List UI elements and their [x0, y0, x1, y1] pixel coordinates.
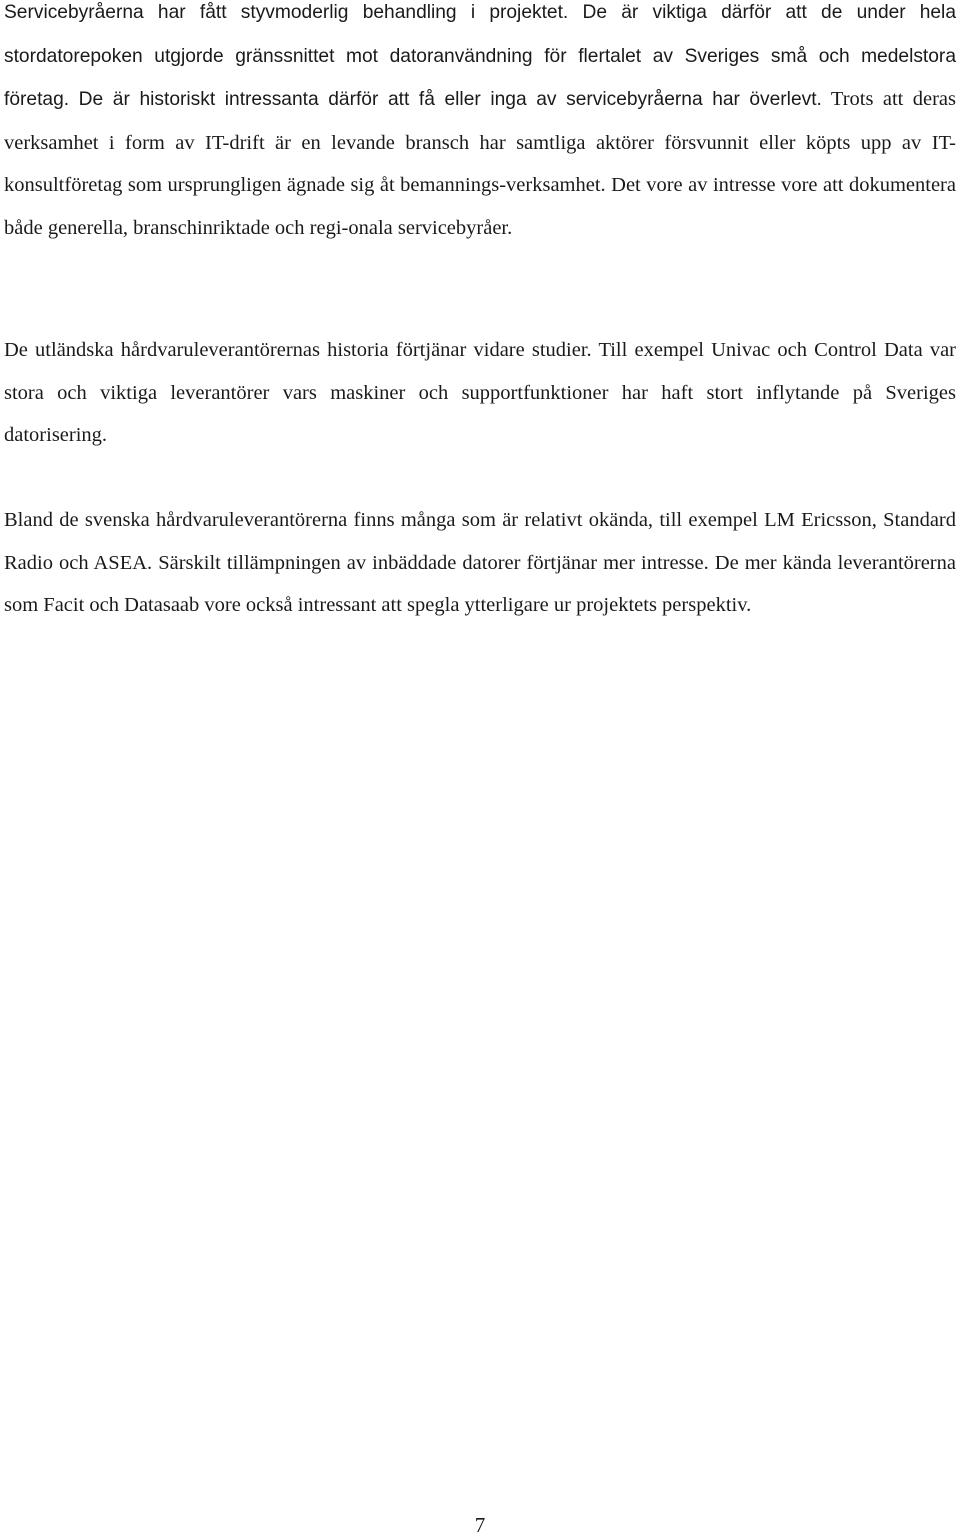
paragraph-sans-line: hela stordatorepoken utgjorde gränssnittet mot datoranvändning för flertalet av Sveriges små och: [4, 2, 956, 67]
paragraph-sans-line: överlevt.: [749, 89, 822, 111]
paragraph-sans-line: Servicebyråerna har fått styvmoderlig behandling i projektet. De är viktiga därför att de under: [4, 2, 906, 23]
paragraph-svenska-leverantorer: Bland de svenska hårdvaruleverantörerna finns många som är relativt okända, till exempel LM Ericsson, Standard Radio och ASEA. Särskilt tillämpningen av inbäddade datorer förtjänar mer intresse. De mer kända leverantörerna som Facit och Datasaab vore också intressant att spegla ytterligare ur projektets perspektiv.: [4, 509, 956, 617]
paragraph-servicebyraer: [4, 0, 956, 250]
paragraph-utlandska-leverantorer: De utländska hårdvaruleverantörernas historia förtjänar vidare studier. Till exempel Univac och Control Data var stora och viktiga leverantörer vars maskiner och supportfunktioner har haft stort inflytande på Sveriges datorisering.: [4, 339, 956, 447]
page-number: 7: [474, 1513, 486, 1537]
paragraph-sans-line: medelstora företag. De är historiskt intressanta därför att få eller inga av servicebyråerna har: [4, 45, 956, 111]
paragraph-serif-text: Trots att deras verksamhet i form av IT-drift är en levande bransch har samtliga aktörer försvunnit eller köpts upp av IT-konsultföretag som ursprungligen ägnade sig åt bemannings-verksamhet. Det vore av intresse vore att dokumentera både generella, branschinriktade och regi-onala servicebyråer.: [4, 88, 956, 239]
